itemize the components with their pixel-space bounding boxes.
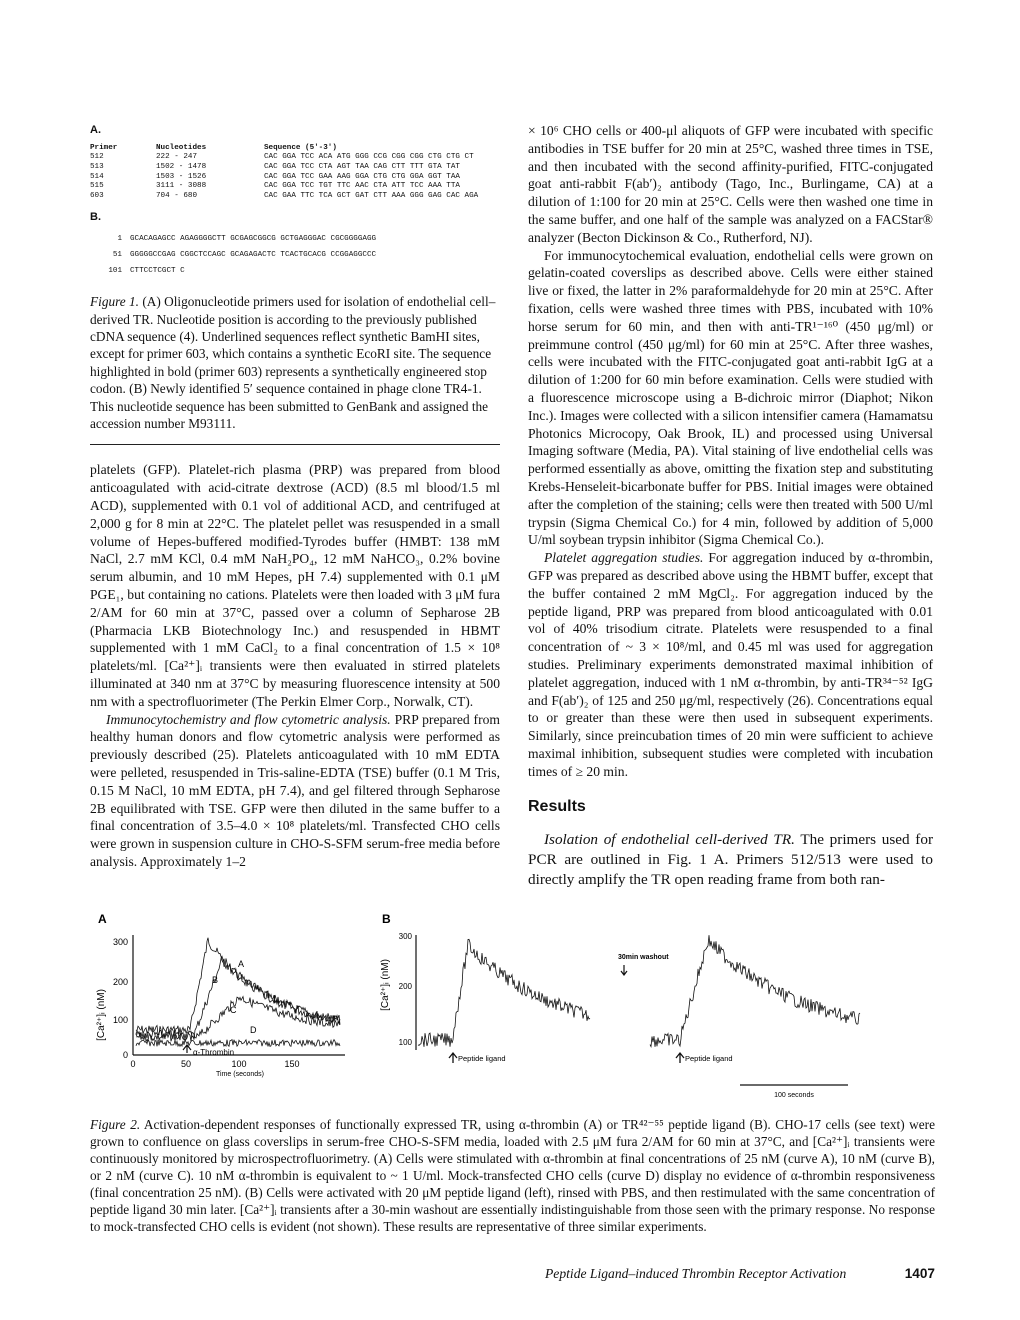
trace-curve-a: [136, 938, 340, 1035]
body-paragraph: [528, 549, 933, 780]
body-paragraph: [90, 711, 500, 871]
sequence-cell: CAC GGA TCC ACA ATG GGG CCG CGG CGG CTG CTG CT: [264, 153, 474, 162]
left-column: [90, 122, 500, 871]
panel-b-traces: [418, 935, 860, 1047]
thrombin-label: α-Thrombin: [193, 1048, 235, 1057]
x-tick-label: 50: [180, 1059, 192, 1069]
peptide-arrow-icon: [676, 1053, 684, 1063]
y-tick-label: 100: [112, 1015, 128, 1025]
nucleotides-header: Nucleotides: [156, 143, 207, 152]
primer-cell: 512: [90, 153, 104, 162]
running-title: Peptide Ligand–induced Thrombin Receptor Activation: [545, 1266, 847, 1281]
sequence-header: Sequence (5'-3'): [264, 143, 337, 152]
curve-label-d: D: [250, 1025, 257, 1035]
figure-1: [90, 122, 500, 432]
table-row: [90, 163, 482, 173]
panel-a-xlabel: Time (seconds): [216, 1071, 264, 1078]
trace-curve-d: [136, 1040, 340, 1047]
trace-curve-c: [136, 997, 340, 1042]
table-row: [90, 182, 482, 192]
table-row: [90, 192, 482, 202]
section-title: Results: [528, 798, 586, 816]
x-tick-label: 100: [231, 1059, 247, 1069]
caption-label: Figure 1.: [90, 294, 139, 310]
fig1-panel-b-label: B.: [90, 211, 101, 224]
body-paragraph: [528, 830, 933, 890]
y-tick-label: 300: [112, 937, 128, 947]
x-tick-label: 0: [130, 1059, 136, 1069]
figure-divider: [90, 444, 500, 445]
peptide-arrow-icon: [449, 1053, 457, 1063]
curve-label-b: B: [212, 975, 219, 985]
fig2-panel-b-label: B: [382, 912, 391, 926]
primer-cell: 515: [90, 182, 104, 191]
panel-a-ylabel: [Ca²⁺]ᵢ (nM): [96, 989, 107, 1041]
sequence-text: GCACAGAGCC AGAGGGGCTT GCGAGCGGCG GCTGAGGGAC CGCGGGGAGG: [130, 235, 377, 244]
panel-b-ylabel: [Ca²⁺]ᵢ (nM): [380, 959, 391, 1011]
trace-restimulation: [650, 935, 860, 1047]
x-tick-label: 150: [284, 1059, 300, 1069]
nucleotides-cell: 1502 - 1478: [156, 162, 207, 171]
page-number: 1407: [904, 1266, 935, 1281]
trace-primary-response: [418, 939, 590, 1047]
sequence-cell: CAC GGA TCC TGT TTC AAC CTA ATT TCC AAA TTA: [264, 182, 460, 191]
paragraph-text: PRP prepared from healthy human donors and flow cytometric analysis were performed as previously described (25). Platelets anticoagulated with 10 mM EDTA were pelleted, resuspended in Tris-saline-EDTA (TSE) buffer (0.1 M Tris, 0.15 M NaCl, 10 mM EDTA, pH 7.4), and gel filtered through Sepharose 2B equilibrated with TSE. GFP were then diluted in the same buffer to a final concentration of 3.5–4.0 × 10⁸ platelets/ml. Transfected CHO cells were grown in suspension culture in CHO-S-SFM serum-free media before analysis. Approximately 1–2: [90, 711, 500, 869]
table-row: [90, 153, 482, 163]
peptide-ligand-label: Peptide ligand: [458, 1054, 506, 1063]
y-tick-label: 300: [398, 932, 412, 941]
y-tick-label: 100: [398, 1038, 412, 1047]
primer-cell: 603: [90, 191, 104, 200]
curve-label-a: A: [238, 959, 245, 969]
fig2-panel-a-label: A: [98, 912, 107, 926]
peptide-ligand-label: Peptide ligand: [685, 1054, 733, 1063]
sequence-line: [100, 231, 500, 247]
paragraph-text: The primers used for PCR are outlined in Fig. 1 A. Primers 512/513 were used to directly amplify the TR open reading frame from both ran-: [528, 831, 933, 889]
washout-arrow-icon: [621, 965, 627, 975]
body-paragraph: For immunocytochemical evaluation, endothelial cells were grown on gelatin-coated coverslips as described above. Cells were either stained live or fixed, the latter in 2% paraformaldehyde for 20 min at 25°C. After fixation, cells were washed three times with PBS, incubated with 10% horse serum for 60 min, and then with anti-TR¹⁻¹⁶⁰ (450 μg/ml) or preimmune control (450 μg/ml) for 60 min at 25°C. After three washes, cells were incubated with the FITC-conjugated goat anti-rabbit IgG at a dilution of 1:200 for 60 min before examination. Cells were studied with a fluorescence microscope using a B-dichroic mirror (Diaphot; Nikon Inc.). Images were collected with a silicon intensifier camera (Hamamatsu Photonics Microcopy, Oak Brook, IL) and processed using Universal Imaging software (Media, PA). Vital staining of live endothelial cells was performed essentially as above, omitting the fixation step and substituting Krebs-Henseleit-bicarbonate buffer for PBS. Initial images were obtained after the completion of the staining; cells were then treated with 500 U/ml trypsin (Sigma Chemical Co.) for 4 min, followed by addition of 5,000 U/ml soybean trypsin inhibitor (Sigma Chemical Co.).: [528, 247, 933, 548]
paragraph-text: For aggregation induced by α-thrombin, GFP was prepared as described above using the HBMT buffer, except that the buffer contained 2 mM MgCl₂. For aggregation induced by the peptide ligand, PRP was prepared from blood anticoagulated with 0.01 vol of 40% trisodium citrate. Platelets were resuspended to a final concentration of ~ 3 × 10⁸/ml, and 0.45 ml was used for aggregation studies. Preliminary experiments demonstrated maximal inhibition of platelet aggregation, induced with 1 nM α-thrombin, by anti-TR³⁴⁻⁵² IgG and F(ab′)₂ of 125 and 250 μg/ml, respectively (26). Concentrations equal to or greater than these were then used in subsequent experiments. Similarly, since preincubation times of 20 min were sufficient to achieve maximal inhibition, subsequent studies were completed with incubation times of ≥ 20 min.: [528, 550, 933, 779]
y-tick-label: 200: [398, 982, 412, 991]
panel-a-traces: [136, 938, 340, 1047]
sequence-line: [100, 263, 500, 279]
sequence-number: 51: [112, 251, 122, 260]
scale-bar-label: 100 seconds: [774, 1092, 814, 1099]
nucleotides-cell: 222 - 247: [156, 153, 198, 162]
sequence-line: [100, 247, 500, 263]
table-row: [90, 173, 482, 183]
caption-label: Figure 2.: [90, 1117, 141, 1132]
sequence-cell: CAC GAA TTC TCA GCT GAT CTT AAA GGG GAG CAC AGA: [264, 191, 479, 200]
sequence-text: GGGGGCCGAG CGGCTCCAGC GCAGAGACTC TCACTGCACG CCGGAGGCCC: [130, 251, 377, 260]
nucleotides-cell: 704 - 680: [156, 191, 198, 200]
body-paragraph: platelets (GFP). Platelet-rich plasma (PRP) was prepared from blood anticoagulated with acid-citrate dextrose (ACD) (8.5 ml blood/1.5 ml ACD), supplemented with 0.1 vol of additional ACD, and centrifuged at 2,000 g for 8 min at 22°C. The platelet pellet was resuspended in a small volume of Hepes-buffered modified-Tyrodes buffer (HMBT: 138 mM NaCl, 2.7 mM KCl, 0.4 mM NaH₂PO₄, 12 mM NaHCO₃, 0.2% bovine serum albumin, and 10 mM Hepes, pH 7.4) supplemented with 0.1 μM PGE₁, but containing no cations. Platelets were then loaded with 3 μM fura 2/AM for 60 min at 37°C, passed over a column of Sepharose 2B (Pharmacia LKB Biotechnology Inc.) and resuspended in HBMT supplemented with 1 mM CaCl₂ to a final concentration of 1.5 × 10⁸ platelets/ml. [Ca²⁺]ᵢ transients were then evaluated in stirred platelets illuminated at 340 nm at 37°C by measuring fluorescence intensity at 500 nm with a spectrofluorimeter (The Perkin Elmer Corp., Norwalk, CT).: [90, 462, 500, 709]
subsection-heading: Platelet aggregation studies.: [544, 550, 704, 566]
fig1-panel-a-label: A.: [90, 124, 101, 136]
sequence-text: CTTCCTCGCT C: [130, 267, 185, 276]
nucleotides-cell: 3111 - 3088: [156, 182, 207, 191]
right-column: [528, 122, 933, 890]
thrombin-arrow-icon: [183, 1045, 191, 1053]
nucleotides-cell: 1503 - 1526: [156, 172, 207, 181]
panel-a-yticks: [113, 937, 128, 1060]
caption-text: Activation-dependent responses of functionally expressed TR, using α-thrombin (A) or TR⁴²⁻⁵⁵ peptide ligand (B). CHO-17 cells (see text) were grown to confluence on glass coverslips in serum-free CHO-S-SFM media, loaded with 2.5 μM fura 2/AM for 60 min at 37°C, and [Ca²⁺]ᵢ transients were continuously monitored by microspectrofluorimetry. (A) Cells were stimulated with α-thrombin at final concentrations of 25 nM (curve A), 10 nM (curve B), or 2 nM (curve C). 10 nM α-thrombin is equivalent to ~ 1 U/ml. Mock-transfected CHO cells (curve D) display no evidence of α-thrombin responsiveness (final concentration 25 nM). (B) Cells were activated with 20 μM peptide ligand (left), rinsed with PBS, and then restimulated with the same concentration of peptide ligand 30 min later. [Ca²⁺]ᵢ transients after a 30-min washout are essentially indistinguishable from those seen with the primary response. No response to mock-transfected CHO cells is evident (not shown). These results are representative of three similar experiments.: [90, 1117, 935, 1234]
figure-2-caption: [90, 1116, 935, 1235]
primer-cell: 514: [90, 172, 104, 181]
sequence-number: 101: [108, 267, 122, 276]
y-tick-label: 200: [112, 977, 128, 987]
subsection-heading: Immunocytochemistry and flow cytometric analysis.: [106, 711, 391, 727]
curve-label-c: C: [230, 1005, 237, 1015]
sequence-cell: CAC GGA TCC CTA AGT TAA CAG CTT TTT GTA TAT: [264, 162, 460, 171]
sequence-number: 1: [117, 235, 122, 244]
page-footer: [545, 1266, 935, 1282]
caption-text: (A) Oligonucleotide primers used for isolation of endothelial cell–derived TR. Nucleotide position is according to the previously published cDNA sequence (4). Underlined sequences reflect synthetic BamHI sites, except for primer 603, which contains a synthetic EcoRI site. The sequence highlighted in bold (primer 603) represents a synthetically engineered stop codon. (B) Newly identified 5′ sequence contained in phage clone TR4-1. This nucleotide sequence has been submitted to GenBank and assigned the accession number M93111.: [90, 294, 496, 431]
figure-1-caption: [90, 293, 500, 432]
y-tick-label: 0: [122, 1050, 128, 1060]
panel-a-xticks: [130, 1059, 299, 1069]
subsection-heading: Isolation of endothelial cell-derived TR.: [544, 831, 795, 849]
primer-cell: 513: [90, 162, 104, 171]
primer-header: Primer: [90, 143, 118, 152]
figure-2: [90, 905, 935, 1125]
sequence-cell: CAC GGA TCC GAA AAG GGA CTG CTG GGA GGT TAA: [264, 172, 460, 181]
primer-table: [90, 144, 482, 202]
washout-label: 30min washout: [618, 954, 669, 961]
sequence-block: [100, 231, 500, 279]
body-paragraph: × 10⁶ CHO cells or 400-μl aliquots of GFP were incubated with specific antibodies in TSE buffer for 20 min at 25°C, washed three times in TSE, and then incubated with the second affinity-purified, FITC-conjugated goat anti-rabbit F(ab′)₂ antibody (Tago, Inc., Burlingame, CA) at a dilution of 1:100 for 20 min at 25°C. Cells were then washed one time in the same buffer, and one half of the sample was analyzed on a FACStar® analyzer (Becton Dickinson & Co., Rutherford, NJ).: [528, 123, 933, 245]
